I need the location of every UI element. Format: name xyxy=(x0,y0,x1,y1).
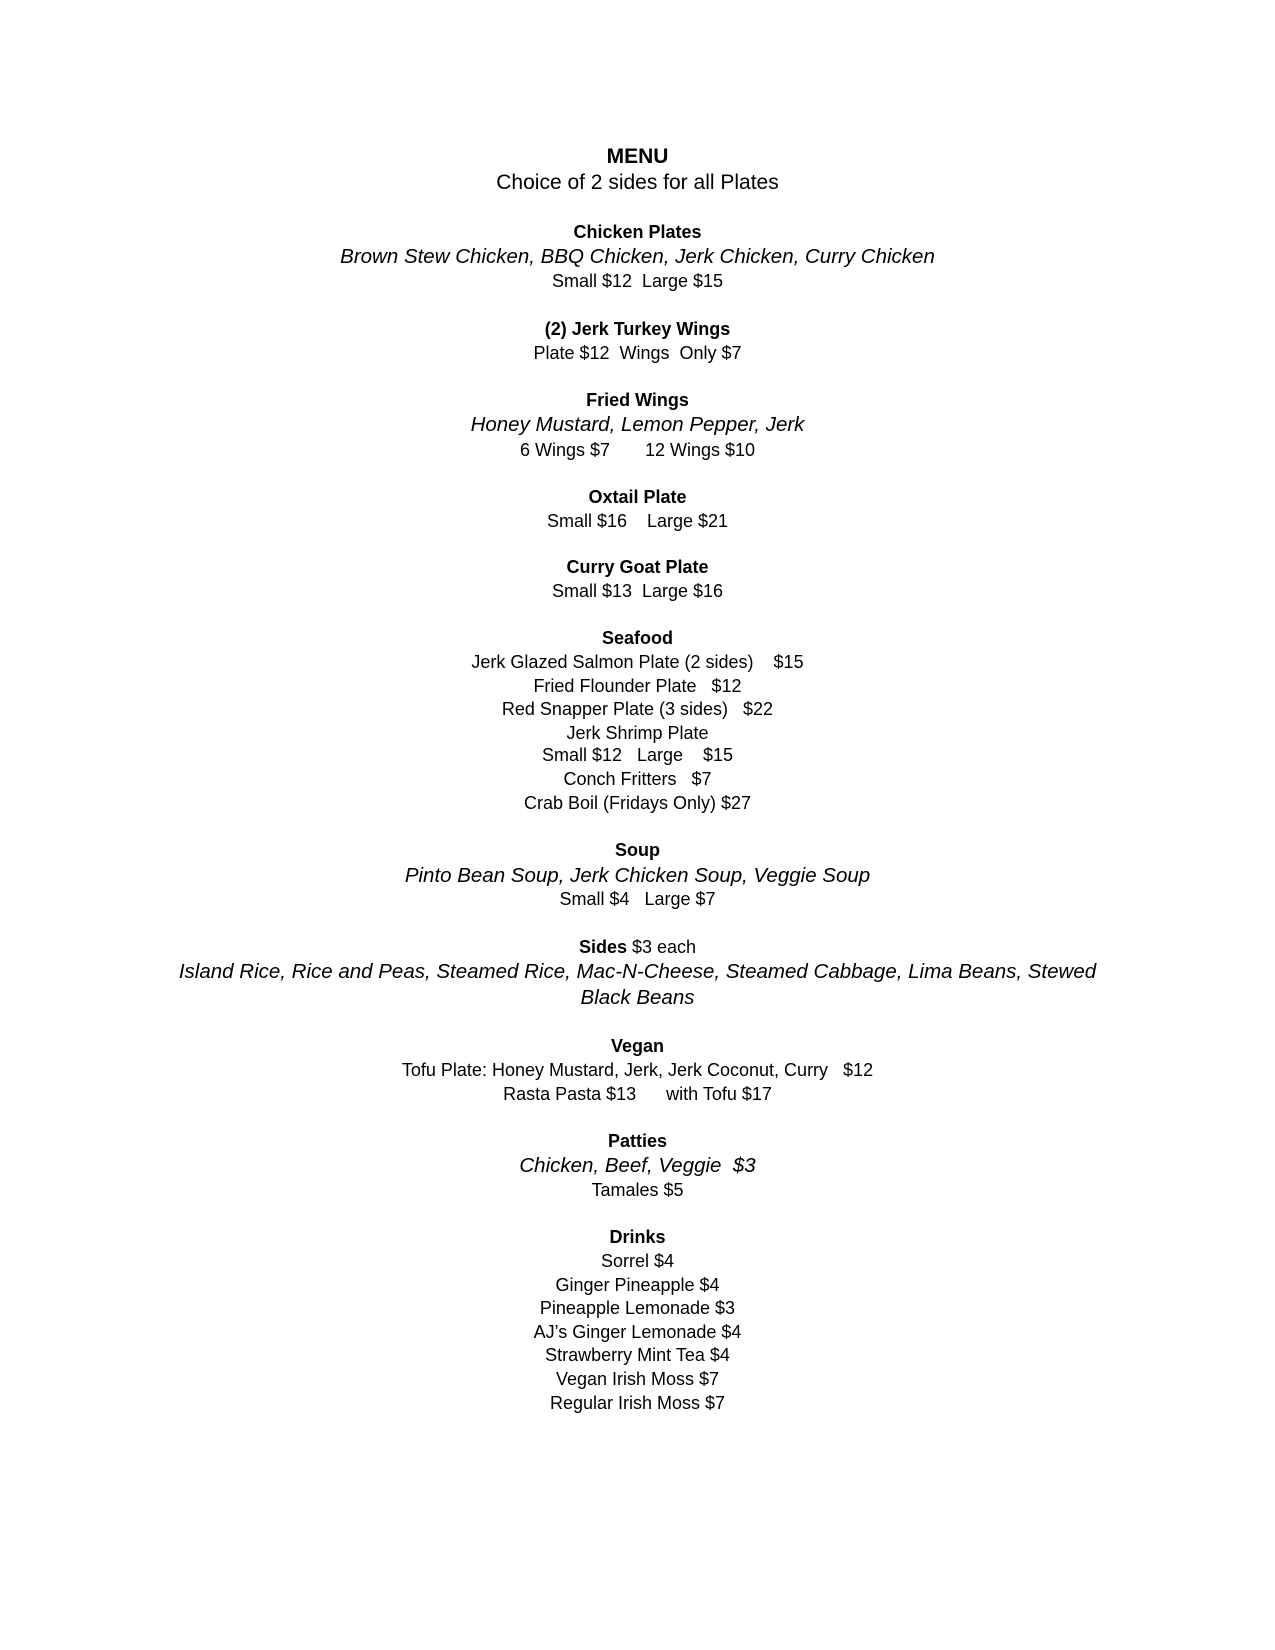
patties-items: Chicken, Beef, Veggie $3 xyxy=(519,1154,756,1177)
sides-items-line1: Island Rice, Rice and Peas, Steamed Rice, Mac-N-Cheese, Steamed Cabbage, Lima Beans, Stewed xyxy=(178,960,1097,983)
drink-item: Pineapple Lemonade $3 xyxy=(539,1298,736,1318)
seafood-line: Jerk Glazed Salmon Plate (2 sides) $15 xyxy=(471,652,804,672)
wings-items: Honey Mustard, Lemon Pepper, Jerk xyxy=(470,413,805,436)
soup-price: Small $4 Large $7 xyxy=(559,889,716,909)
drink-item: AJ’s Ginger Lemonade $4 xyxy=(533,1322,742,1342)
drinks-heading: Drinks xyxy=(609,1227,666,1247)
chicken-items: Brown Stew Chicken, BBQ Chicken, Jerk Chicken, Curry Chicken xyxy=(340,245,935,268)
drink-item: Regular Irish Moss $7 xyxy=(549,1393,726,1413)
sides-heading: Sides xyxy=(578,937,627,957)
wings-heading: Fried Wings xyxy=(586,390,689,410)
drink-item: Sorrel $4 xyxy=(600,1251,675,1271)
chicken-heading: Chicken Plates xyxy=(573,222,702,242)
soup-heading: Soup xyxy=(615,840,660,860)
oxtail-price: Small $16 Large $21 xyxy=(546,511,729,531)
vegan-heading: Vegan xyxy=(610,1036,665,1056)
menu-title: MENU xyxy=(606,145,669,168)
sides-heading-line xyxy=(0,938,1275,956)
drink-item: Ginger Pineapple $4 xyxy=(555,1275,720,1295)
sides-heading-price: $3 each xyxy=(626,937,697,957)
seafood-line: Conch Fritters $7 xyxy=(563,769,712,789)
patties-heading: Patties xyxy=(607,1131,668,1151)
turkey-heading: (2) Jerk Turkey Wings xyxy=(544,319,731,339)
drink-item: Vegan Irish Moss $7 xyxy=(555,1369,720,1389)
patties-extra: Tamales $5 xyxy=(591,1180,684,1200)
vegan-line: Rasta Pasta $13 with Tofu $17 xyxy=(503,1084,772,1104)
vegan-line: Tofu Plate: Honey Mustard, Jerk, Jerk Coconut, Curry $12 xyxy=(401,1060,874,1080)
seafood-heading: Seafood xyxy=(601,628,673,648)
turkey-price: Plate $12 Wings Only $7 xyxy=(533,343,742,363)
seafood-line: Red Snapper Plate (3 sides) $22 xyxy=(501,699,774,719)
goat-heading: Curry Goat Plate xyxy=(566,557,709,577)
goat-price: Small $13 Large $16 xyxy=(551,581,724,601)
seafood-line: Crab Boil (Fridays Only) $27 xyxy=(523,793,752,813)
seafood-line: Small $12 Large $15 xyxy=(541,745,734,765)
drink-item: Strawberry Mint Tea $4 xyxy=(545,1345,730,1365)
seafood-line: Fried Flounder Plate $12 xyxy=(533,676,742,696)
soup-items: Pinto Bean Soup, Jerk Chicken Soup, Veggie Soup xyxy=(404,864,871,887)
chicken-price: Small $12 Large $15 xyxy=(551,271,724,291)
wings-price: 6 Wings $7 12 Wings $10 xyxy=(519,440,756,460)
menu-subtitle: Choice of 2 sides for all Plates xyxy=(496,171,779,194)
oxtail-heading: Oxtail Plate xyxy=(588,487,687,507)
sides-items-line2: Black Beans xyxy=(580,986,695,1009)
seafood-line: Jerk Shrimp Plate xyxy=(566,723,709,743)
